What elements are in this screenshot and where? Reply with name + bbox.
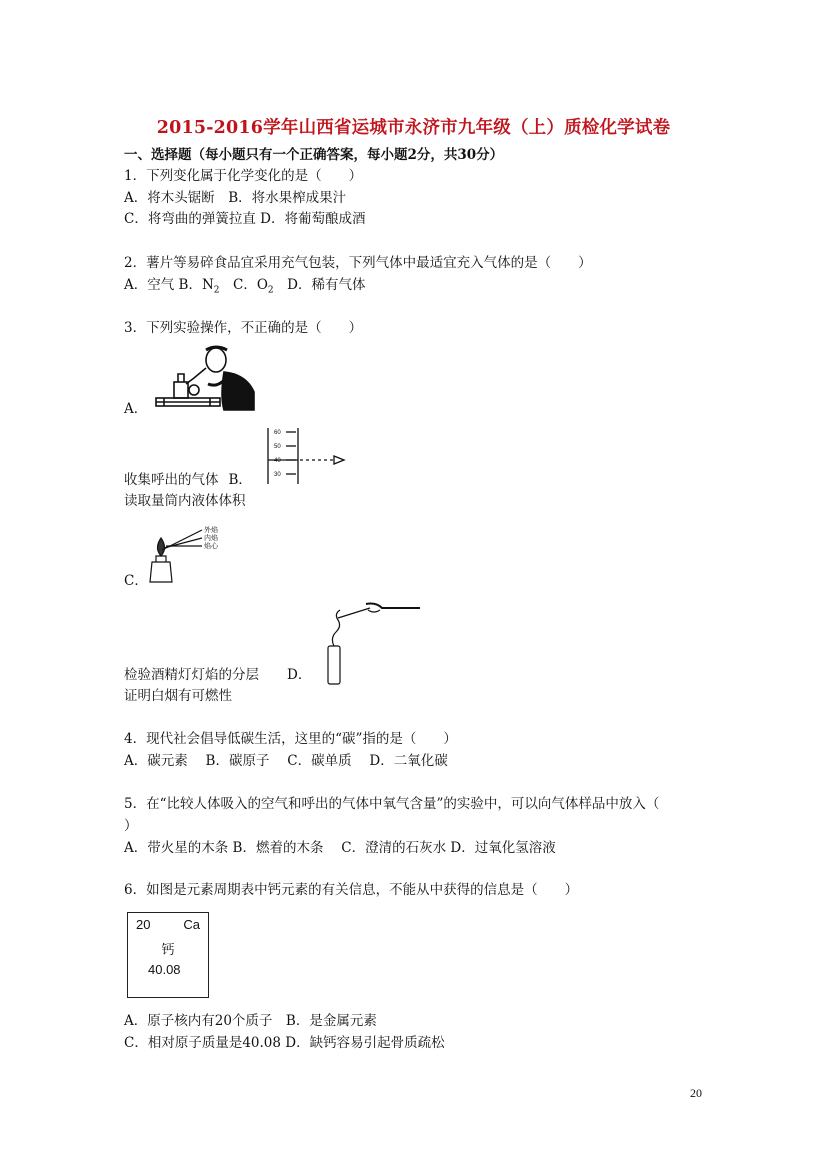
q3-caption-d: 证明白烟有可燃性 (124, 688, 232, 704)
question-5-stem: 5．在“比较人体吸入的空气和呼出的气体中氧气含量”的实验中，可以向气体样品中放入（ (124, 796, 660, 812)
q3-label-d: D． (287, 667, 312, 683)
exam-title: 2015-2016学年山西省运城市永济市九年级（上）质检化学试卷 (156, 118, 671, 138)
q3-caption-a: 收集呼出的气体 (124, 472, 219, 488)
page-number: 20 (690, 1086, 702, 1100)
question-2-stem: 2．薯片等易碎食品宜采用充气包装，下列气体中最适宜充入气体的是（ ） (124, 255, 592, 271)
question-1-options-ab: A．将木头锯断 B．将水果榨成果汁 (124, 190, 347, 206)
flame-label-inner: 内焰 (204, 534, 218, 542)
q2-option-c: C．O (219, 277, 268, 293)
cyl-tick-60: 60 (274, 430, 281, 436)
q2-option-ab: A．空气 B．N (124, 277, 214, 293)
question-5-stem-cont: ） (124, 818, 138, 834)
atomic-number: 20 (136, 917, 151, 932)
q3-caption-b: 读取量筒内液体体积 (124, 493, 246, 509)
flame-label-outer: 外焰 (204, 526, 218, 534)
question-2-options (124, 276, 365, 300)
element-symbol: Ca (183, 917, 200, 932)
cyl-tick-30: 30 (274, 472, 281, 478)
periodic-table-cell (127, 912, 209, 998)
q3-label-a: A． (124, 401, 148, 417)
q3-caption-a-and-label-b (124, 471, 252, 489)
question-1-stem: 1．下列变化属于化学变化的是（ ） (124, 168, 363, 184)
q3-caption-c-and-label-d (124, 666, 311, 684)
blowing-gas-collection-figure (150, 344, 272, 416)
q2-subscript-o: 2 (267, 285, 274, 296)
question-5-options: A．带火星的木条 B．燃着的木条 C．澄清的石灰水 D．过氧化氢溶液 (124, 840, 556, 856)
alcohol-lamp-flame-figure (140, 520, 240, 584)
question-6-options-cd: C．相对原子质量是40.08 D．缺钙容易引起骨质疏松 (124, 1035, 445, 1051)
question-1-options-cd: C．将弯曲的弹簧拉直 D．将葡萄酿成酒 (124, 211, 366, 227)
cyl-tick-40: 40 (274, 458, 281, 464)
candle-white-smoke-figure (320, 600, 430, 690)
question-3-stem: 3．下列实验操作，不正确的是（ ） (124, 320, 363, 336)
q3-label-b: B． (228, 472, 252, 488)
q3-caption-c: 检验酒精灯灯焰的分层 (124, 667, 259, 683)
q3-label-c: C． (124, 573, 148, 589)
question-4-options: A．碳元素 B．碳原子 C．碳单质 D．二氧化碳 (124, 753, 448, 769)
question-4-stem: 4．现代社会倡导低碳生活，这里的“碳”指的是（ ） (124, 731, 457, 747)
question-6-options-ab: A．原子核内有20个质子 B．是金属元素 (124, 1013, 377, 1029)
cyl-tick-50: 50 (274, 444, 281, 450)
q2-option-d: D．稀有气体 (273, 277, 366, 293)
q2-subscript-n: 2 (213, 285, 220, 296)
atomic-mass: 40.08 (148, 962, 181, 977)
graduated-cylinder-figure (262, 426, 352, 486)
section-heading: 一、选择题（每小题只有一个正确答案，每小题2分，共30分） (124, 147, 504, 163)
element-name: 钙 (161, 943, 175, 958)
question-6-stem: 6．如图是元素周期表中钙元素的有关信息，不能从中获得的信息是（ ） (124, 882, 579, 898)
flame-label-core: 焰心 (204, 542, 218, 550)
